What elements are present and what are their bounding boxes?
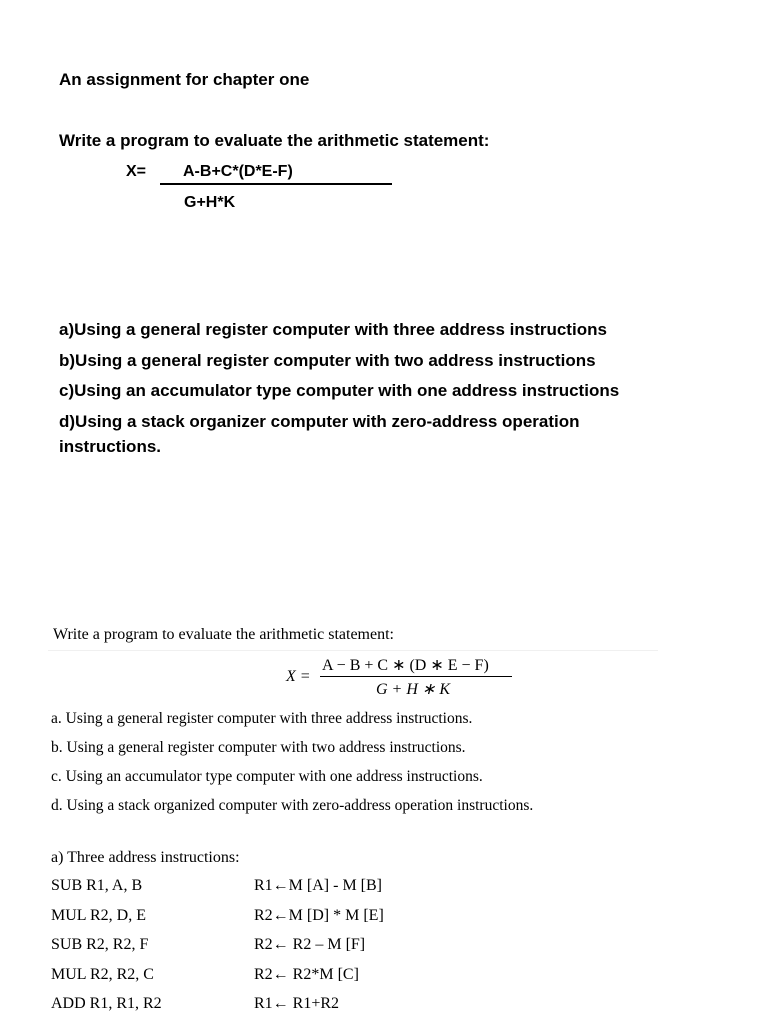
book-fraction-bar: [320, 676, 512, 677]
book-equation-denominator: G + H ∗ K: [376, 681, 450, 698]
fraction-bar: [160, 183, 392, 185]
book-equation-numerator: A − B + C ∗ (D ∗ E − F): [322, 657, 489, 674]
answer-instruction: MUL R2, R2, C: [51, 965, 154, 983]
assignment-heading: An assignment for chapter one: [59, 70, 310, 89]
answer-operation: R2← R2*M [C]: [254, 965, 359, 983]
book-option-b: b. Using a general register computer with two address instructions.: [51, 739, 466, 756]
option-d-text: d)Using a stack organizer computer with zero-address operation: [59, 411, 580, 431]
book-prompt: Write a program to evaluate the arithmetic statement:: [53, 626, 394, 643]
assignment-options: [59, 315, 619, 463]
book-option-a: a. Using a general register computer with three address instructions.: [51, 710, 473, 727]
book-option-c: c. Using an accumulator type computer with one address instructions.: [51, 768, 483, 785]
book-option-d: d. Using a stack organized computer with zero-address operation instructions.: [51, 797, 534, 814]
option-a: a)Using a general register computer with three address instructions: [59, 320, 607, 339]
assignment-prompt: Write a program to evaluate the arithmetic statement:: [59, 131, 490, 150]
answer-instruction: SUB R2, R2, F: [51, 936, 149, 953]
answer-operation: R2←M [D] * M [E]: [254, 906, 384, 924]
answer-instruction: MUL R2, D, E: [51, 906, 146, 924]
equation-denominator: G+H*K: [184, 194, 236, 211]
option-d-continuation: instructions.: [59, 437, 162, 456]
equation-lhs: X=: [126, 163, 147, 180]
answer-title: a) Three address instructions:: [51, 849, 240, 866]
answer-operation: R1←M [A] - M [B]: [254, 877, 382, 894]
book-divider: [48, 650, 658, 651]
equation-numerator: A-B+C*(D*E-F): [183, 163, 293, 180]
answer-instruction: SUB R1, A, B: [51, 877, 143, 894]
answer-instruction: ADD R1, R1, R2: [51, 995, 162, 1012]
option-d: [59, 407, 619, 463]
answer-operation: R2← R2 – M [F]: [254, 936, 366, 953]
book-options: [51, 704, 533, 820]
book-equation-lhs: X =: [286, 668, 311, 685]
option-b: b)Using a general register computer with two address instructions: [59, 350, 596, 370]
option-c: c)Using an accumulator type computer with one address instructions: [59, 381, 620, 400]
answer-operation: R1← R1+R2: [254, 995, 340, 1012]
